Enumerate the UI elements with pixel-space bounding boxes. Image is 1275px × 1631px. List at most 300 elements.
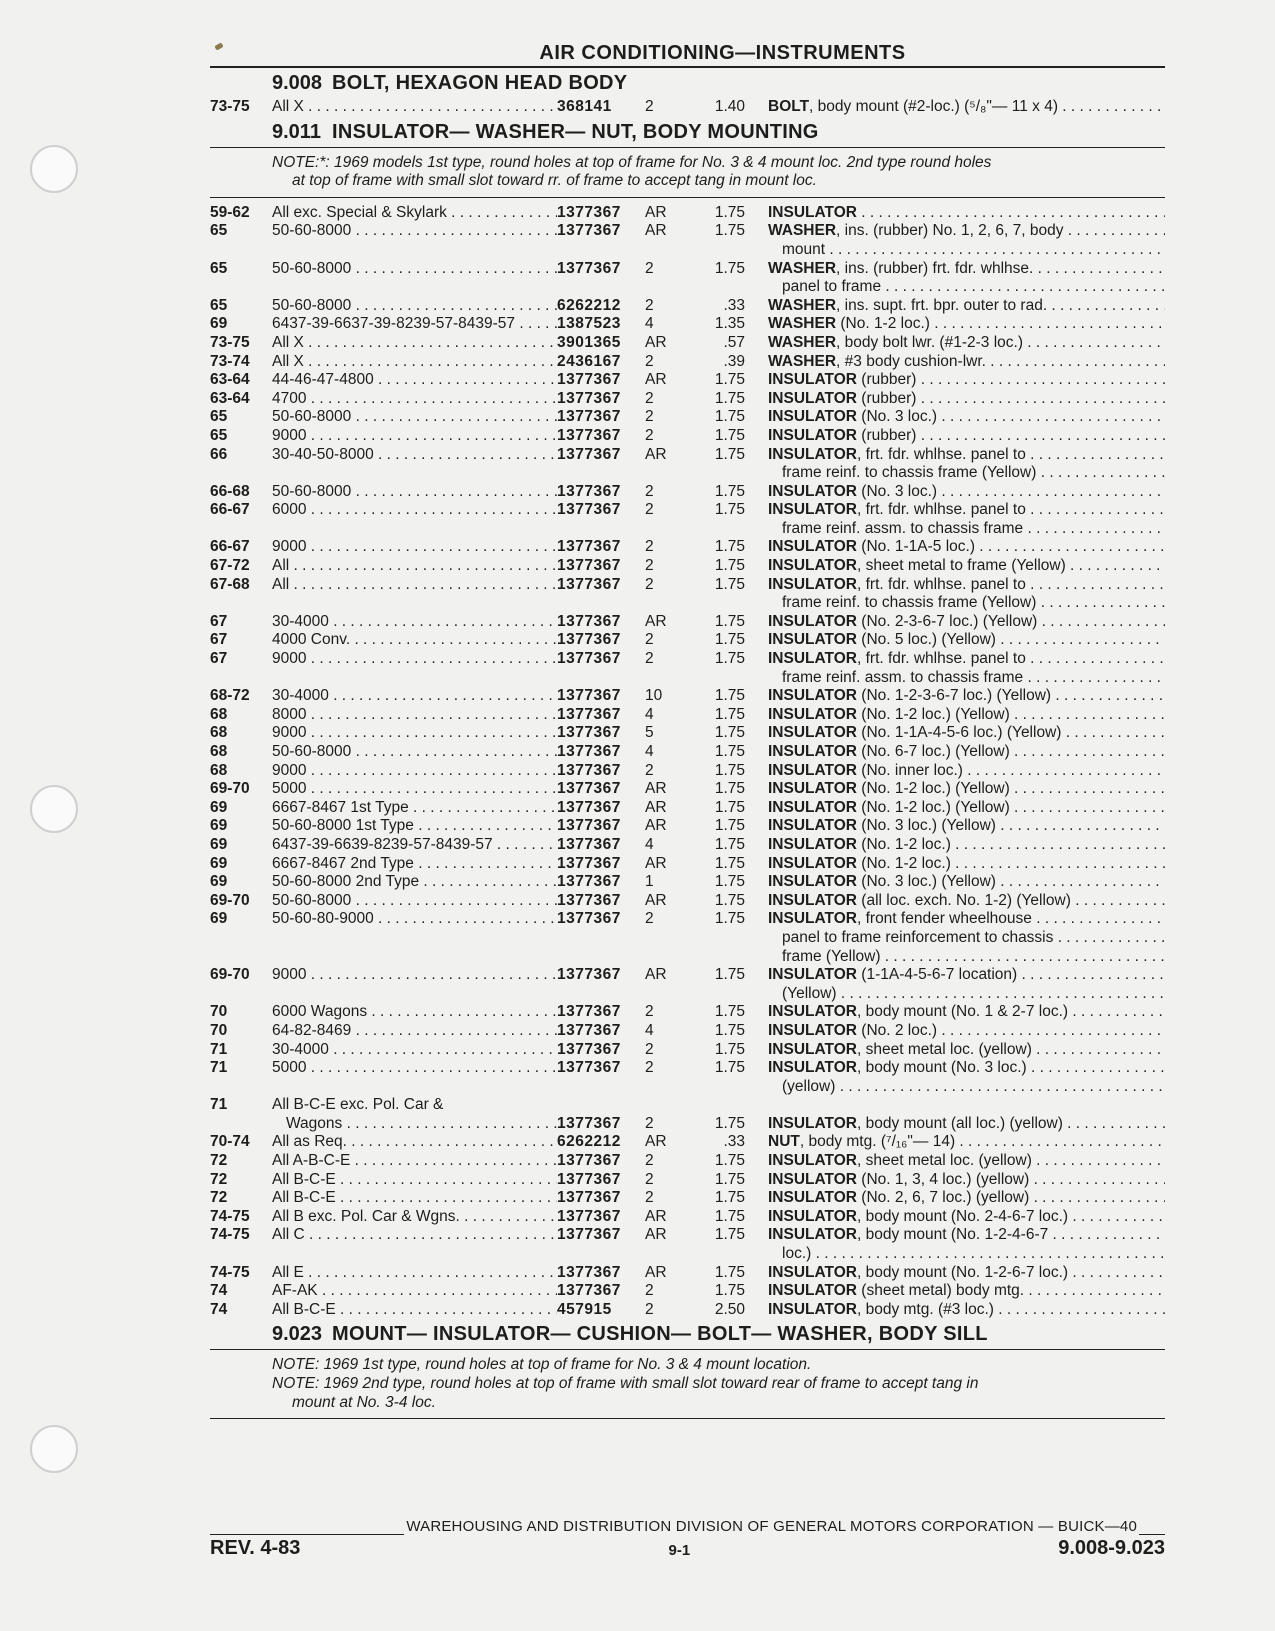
description-text: mount	[782, 240, 826, 258]
description-text: (No. 3 loc.)	[856, 482, 938, 500]
note-rule	[210, 1418, 1165, 1419]
quantity: 2	[645, 426, 654, 444]
description-line	[768, 724, 1165, 743]
application	[272, 315, 557, 334]
parts-row	[210, 743, 1165, 762]
quantity: AR	[645, 222, 667, 240]
model-year: 65	[210, 259, 228, 277]
description-text: frame reinf. assm. to chassis frame	[782, 519, 1024, 537]
description-text: , frt. fdr. whlhse. panel to	[856, 650, 1026, 668]
price: 1.75	[714, 557, 745, 575]
binder-hole	[30, 785, 78, 833]
description	[768, 1152, 1165, 1171]
description	[768, 1264, 1165, 1283]
description-line	[768, 520, 1165, 539]
description-text: panel to frame	[782, 278, 882, 296]
section-header	[210, 117, 1165, 147]
price: 1.75	[714, 798, 745, 816]
part-name: INSULATOR	[768, 1114, 857, 1132]
application-line: 6667-8467 2nd Type . . .	[272, 855, 557, 874]
description-text: (No. 1-2 loc.) (Yellow)	[856, 798, 1010, 816]
description-line	[768, 390, 1165, 409]
part-number: 1377367	[557, 203, 621, 221]
price: 1.75	[714, 966, 745, 984]
parts-row	[210, 650, 1165, 687]
application	[272, 966, 557, 1003]
price: 1.75	[714, 835, 745, 853]
application	[272, 1301, 557, 1320]
model-year: 67	[210, 631, 228, 649]
application-line: 9000 . . .	[272, 724, 557, 743]
quantity: AR	[645, 966, 667, 984]
price: 1.75	[714, 1040, 745, 1058]
quantity: 2	[645, 296, 654, 314]
part-number: 1377367	[557, 1114, 621, 1132]
description-text: , sheet metal loc. (yellow)	[856, 1152, 1032, 1170]
price: 1.75	[714, 705, 745, 723]
part-name: INSULATOR	[768, 631, 857, 649]
model-year: 73-75	[210, 98, 250, 115]
part-name: INSULATOR	[768, 501, 857, 519]
quantity: 2	[645, 631, 654, 649]
part-number: 1377367	[557, 1282, 621, 1300]
application	[272, 855, 557, 874]
application	[272, 613, 557, 632]
part-number: 1377367	[557, 389, 621, 407]
part-name: INSULATOR	[768, 1040, 857, 1058]
application	[272, 799, 557, 818]
quantity: 1	[645, 873, 654, 891]
description-text: , body mount (#2-loc.) (⁵/₈"— 11 x 4)	[809, 98, 1058, 115]
description	[768, 98, 1165, 117]
model-year: 67-72	[210, 557, 250, 575]
description	[768, 687, 1165, 706]
description	[768, 297, 1165, 316]
model-year: 59-62	[210, 203, 250, 221]
quantity: AR	[645, 1133, 667, 1151]
quantity: 2	[645, 408, 654, 426]
quantity: 2	[645, 650, 654, 668]
part-number: 1387523	[557, 315, 621, 333]
description-text: , body mount (No. 1-2-4-6-7	[856, 1226, 1049, 1244]
price: 1.75	[714, 371, 745, 389]
application	[272, 98, 557, 117]
application-line: 6000 Wagons . . .	[272, 1003, 557, 1022]
application	[272, 427, 557, 446]
part-name: BOLT	[768, 98, 810, 115]
application-line: All . . .	[272, 576, 557, 595]
part-name: INSULATOR	[768, 854, 857, 872]
application-line: All exc. Special & Skylark . . .	[272, 204, 557, 223]
price: 1.75	[714, 203, 745, 221]
description	[768, 315, 1165, 334]
description	[768, 966, 1165, 1003]
application-line: All B-C-E exc. Pol. Car &	[272, 1096, 444, 1114]
quantity: 2	[645, 501, 654, 519]
quantity: AR	[645, 891, 667, 909]
parts-row	[210, 260, 1165, 297]
description	[768, 1041, 1165, 1060]
description-text: (No. 1-2 loc.) (Yellow)	[856, 705, 1010, 723]
description-text: (No. 2, 6, 7 loc.) (yellow)	[856, 1189, 1030, 1207]
parts-row	[210, 204, 1165, 223]
note-line: NOTE: 1969 2nd type, round holes at top of frame with small slot toward rear of frame to accept tang in	[272, 1375, 979, 1392]
model-year: 67	[210, 650, 228, 668]
description	[768, 1022, 1165, 1041]
part-name: INSULATOR	[768, 538, 857, 556]
description	[768, 1171, 1165, 1190]
description-line	[768, 464, 1165, 483]
model-year: 67	[210, 612, 228, 630]
description	[768, 1059, 1165, 1096]
price: 1.75	[714, 1207, 745, 1225]
model-year: 63-64	[210, 371, 250, 389]
parts-row	[210, 222, 1165, 259]
application	[272, 817, 557, 836]
description	[768, 780, 1165, 799]
parts-row	[210, 297, 1165, 316]
quantity: 2	[645, 1189, 654, 1207]
description	[768, 1282, 1165, 1301]
price: 1.75	[714, 761, 745, 779]
description-text: , sheet metal to frame (Yellow)	[856, 557, 1066, 575]
part-number: 1377367	[557, 1189, 621, 1207]
description-line	[768, 1189, 1165, 1208]
quantity: 4	[645, 835, 654, 853]
application	[272, 1133, 557, 1152]
part-number: 1377367	[557, 1152, 621, 1170]
parts-row	[210, 427, 1165, 446]
part-name: INSULATOR	[768, 705, 857, 723]
application	[272, 1022, 557, 1041]
description-text: , body mount (all loc.) (yellow)	[856, 1114, 1063, 1132]
binder-hole	[30, 145, 78, 193]
description-line	[768, 817, 1165, 836]
quantity: AR	[645, 1226, 667, 1244]
parts-row	[210, 483, 1165, 502]
application-line: 50-60-8000 1st Type . . .	[272, 817, 557, 836]
part-name: INSULATOR	[768, 743, 857, 760]
part-number: 1377367	[557, 408, 621, 426]
application-line: All B exc. Pol. Car & Wgns. . . .	[272, 1208, 557, 1227]
part-number: 1377367	[557, 705, 621, 723]
application	[272, 706, 557, 725]
model-year: 69	[210, 798, 228, 816]
quantity: AR	[645, 445, 667, 463]
parts-row	[210, 1059, 1165, 1096]
description-text: frame reinf. assm. to chassis frame	[782, 668, 1024, 686]
quantity: 2	[645, 557, 654, 575]
application-line: All B-C-E . . .	[272, 1171, 557, 1190]
quantity: 2	[645, 910, 654, 928]
quantity: 4	[645, 705, 654, 723]
application-line: All as Req. . . .	[272, 1133, 557, 1152]
application-line: 30-40-50-8000 . . .	[272, 446, 557, 465]
description-text: (No. 3 loc.) (Yellow)	[856, 873, 996, 891]
description-text: , body mount (No. 3 loc.)	[856, 1059, 1027, 1077]
application	[272, 1208, 557, 1227]
page-title: AIR CONDITIONING—INSTRUMENTS	[539, 42, 906, 64]
application-line: 44-46-47-4800 . . .	[272, 371, 557, 390]
application	[272, 910, 557, 966]
description-text: (No. 1-1A-4-5-6 loc.) (Yellow)	[856, 724, 1062, 742]
part-name: INSULATOR	[768, 798, 857, 816]
application-line: All X . . .	[272, 334, 557, 353]
part-name: INSULATOR	[768, 835, 857, 853]
description	[768, 390, 1165, 409]
model-year: 65	[210, 222, 228, 240]
quantity: AR	[645, 333, 667, 351]
part-name: INSULATOR	[768, 203, 857, 221]
note-line: NOTE: 1969 1st type, round holes at top of frame for No. 3 & 4 mount location.	[272, 1356, 812, 1374]
description-line	[768, 855, 1165, 874]
parts-row	[210, 390, 1165, 409]
part-name: INSULATOR	[768, 445, 857, 463]
description	[768, 1301, 1165, 1320]
part-number: 1377367	[557, 650, 621, 668]
price: 1.75	[714, 1152, 745, 1170]
description-text: (No. 3 loc.) (Yellow)	[856, 817, 996, 835]
description-text: , frt. fdr. whlhse. panel to	[856, 575, 1026, 593]
parts-row	[210, 873, 1165, 892]
description-text: , body mount (No. 2-4-6-7 loc.)	[856, 1207, 1069, 1225]
description	[768, 817, 1165, 836]
application	[272, 892, 557, 911]
price: 1.75	[714, 1170, 745, 1188]
price: 1.75	[714, 891, 745, 909]
part-number: 1377367	[557, 910, 621, 928]
description-line	[768, 706, 1165, 725]
price: 1.75	[714, 445, 745, 463]
application-line: 50-60-8000 . . .	[272, 297, 557, 316]
part-number: 1377367	[557, 1263, 621, 1281]
parts-row	[210, 799, 1165, 818]
price: 1.75	[714, 1263, 745, 1281]
parts-row	[210, 1133, 1165, 1152]
description-line	[768, 1208, 1165, 1227]
application	[272, 1152, 557, 1171]
quantity: 2	[645, 482, 654, 500]
parts-row	[210, 1041, 1165, 1060]
application-line: All X . . .	[272, 353, 557, 372]
description-line	[768, 929, 1165, 948]
model-year: 69	[210, 315, 228, 333]
model-year: 68-72	[210, 687, 250, 705]
part-number: 1377367	[557, 1003, 621, 1021]
description	[768, 538, 1165, 557]
quantity: 2	[645, 1040, 654, 1058]
application	[272, 408, 557, 427]
parts-row	[210, 966, 1165, 1003]
description-text: frame (Yellow)	[782, 947, 881, 965]
application-line: 50-60-80-9000 . . .	[272, 910, 557, 929]
description-text: , body mtg. (#3 loc.)	[856, 1300, 994, 1318]
section-range: 9.008-9.023	[1058, 1537, 1165, 1559]
description	[768, 446, 1165, 483]
description	[768, 408, 1165, 427]
price: 1.75	[714, 873, 745, 891]
description-line	[768, 371, 1165, 390]
application	[272, 576, 557, 613]
application-line: 6667-8467 1st Type . . .	[272, 799, 557, 818]
quantity: 4	[645, 1021, 654, 1039]
application-line: Wagons . . .	[272, 1115, 571, 1134]
part-name: INSULATOR	[768, 612, 857, 630]
description	[768, 1115, 1165, 1134]
description-line	[768, 501, 1165, 520]
description-text: (No. 1, 3, 4 loc.) (yellow)	[856, 1170, 1030, 1188]
description	[768, 910, 1165, 966]
part-name: WASHER	[768, 222, 837, 240]
part-name: INSULATOR	[768, 761, 857, 779]
price: 2.50	[714, 1300, 745, 1318]
application-line: All C . . .	[272, 1226, 557, 1245]
part-name: WASHER	[768, 352, 837, 370]
description-text: , front fender wheelhouse	[856, 910, 1032, 928]
part-number: 1377367	[557, 371, 621, 389]
application	[272, 780, 557, 799]
description	[768, 799, 1165, 818]
application	[272, 538, 557, 557]
model-year: 71	[210, 1059, 228, 1077]
parts-row	[210, 724, 1165, 743]
description-line	[768, 594, 1165, 613]
description-line	[768, 948, 1165, 967]
price: 1.75	[714, 1021, 745, 1039]
description	[768, 222, 1165, 259]
model-year: 74	[210, 1282, 228, 1300]
quantity: 2	[645, 575, 654, 593]
part-number: 1377367	[557, 557, 621, 575]
description-text: (rubber)	[856, 426, 917, 444]
part-number: 1377367	[557, 631, 621, 649]
part-number: 1377367	[557, 798, 621, 816]
model-year: 68	[210, 761, 228, 779]
description-line	[768, 613, 1165, 632]
parts-row	[210, 1152, 1165, 1171]
application-line: 30-4000 . . .	[272, 613, 557, 632]
description	[768, 873, 1165, 892]
quantity: AR	[645, 798, 667, 816]
description	[768, 613, 1165, 632]
parts-row	[210, 817, 1165, 836]
model-year: 71	[210, 1040, 228, 1058]
parts-row	[210, 98, 1165, 117]
quantity: AR	[645, 612, 667, 630]
description-line	[768, 446, 1165, 465]
parts-row	[210, 836, 1165, 855]
description-line	[768, 892, 1165, 911]
model-year: 68	[210, 743, 228, 760]
section-header	[210, 1319, 1165, 1349]
part-name: INSULATOR	[768, 426, 857, 444]
model-year: 63-64	[210, 389, 250, 407]
description	[768, 1189, 1165, 1208]
application-line: 64-82-8469 . . .	[272, 1022, 557, 1041]
price: 1.75	[714, 817, 745, 835]
description-line	[768, 743, 1165, 762]
application-line: 9000 . . .	[272, 966, 557, 985]
parts-row	[210, 1096, 1165, 1133]
part-number: 368141	[557, 98, 612, 115]
model-year: 71	[210, 1096, 228, 1114]
model-year: 69-70	[210, 891, 250, 909]
description-text: , #3 body cushion-lwr.	[836, 352, 986, 370]
description-line	[768, 1245, 1165, 1264]
model-year: 70	[210, 1021, 228, 1039]
description-text: (No. 2-3-6-7 loc.) (Yellow)	[856, 612, 1038, 630]
part-name: INSULATOR	[768, 1282, 857, 1300]
part-name: INSULATOR	[768, 687, 857, 705]
price: 1.75	[714, 650, 745, 668]
price: .39	[723, 352, 745, 370]
part-name: INSULATOR	[768, 724, 857, 742]
description-text: (No. 1-1A-5 loc.)	[856, 538, 975, 556]
description	[768, 706, 1165, 725]
description-line	[768, 1115, 1165, 1134]
part-number: 1377367	[557, 482, 621, 500]
note-line: at top of frame with small slot toward rr. of frame to accept tang in mount loc.	[292, 172, 817, 190]
description	[768, 1226, 1165, 1263]
application-line: All A-B-C-E . . .	[272, 1152, 557, 1171]
price: 1.75	[714, 1189, 745, 1207]
description-text: , sheet metal loc. (yellow)	[856, 1040, 1032, 1058]
description-text: (sheet metal) body mtg.	[856, 1282, 1025, 1300]
price: .57	[723, 333, 745, 351]
description-text: , body mount (No. 1 & 2-7 loc.)	[856, 1003, 1069, 1021]
part-number: 2436167	[557, 352, 621, 370]
section-title: INSULATOR— WASHER— NUT, BODY MOUNTING	[332, 120, 819, 143]
application-line: 5000 . . .	[272, 780, 557, 799]
application	[272, 1059, 557, 1096]
footer-line	[1139, 1524, 1165, 1535]
description-text: loc.)	[782, 1245, 812, 1263]
quantity: 2	[645, 1059, 654, 1077]
model-year: 65	[210, 426, 228, 444]
part-number: 1377367	[557, 501, 621, 519]
description	[768, 427, 1165, 446]
quantity: 10	[645, 687, 663, 705]
parts-row	[210, 334, 1165, 353]
section-number: 9.023	[272, 1323, 323, 1346]
description	[768, 743, 1165, 762]
part-name: INSULATOR	[768, 1226, 857, 1244]
description-line	[768, 631, 1165, 650]
description-line	[768, 1152, 1165, 1171]
description-line	[768, 222, 1165, 241]
model-year: 72	[210, 1170, 228, 1188]
description-line	[768, 1282, 1165, 1301]
quantity: 2	[645, 1300, 654, 1318]
application	[272, 557, 557, 576]
description-text: , ins. (rubber) frt. fdr. whlhse.	[836, 259, 1034, 277]
application-line: 6000 . . .	[272, 501, 557, 520]
model-year: 74-75	[210, 1263, 250, 1281]
description-text: (Yellow)	[782, 984, 837, 1002]
description-text: , frt. fdr. whlhse. panel to	[856, 501, 1026, 519]
application	[272, 836, 557, 855]
application	[272, 724, 557, 743]
part-number: 1377367	[557, 1207, 621, 1225]
parts-row	[210, 910, 1165, 966]
section-number: 9.008	[272, 72, 323, 94]
quantity: 2	[645, 259, 654, 277]
description-line	[768, 762, 1165, 781]
model-year: 72	[210, 1189, 228, 1207]
description	[768, 631, 1165, 650]
parts-row	[210, 855, 1165, 874]
description	[768, 483, 1165, 502]
